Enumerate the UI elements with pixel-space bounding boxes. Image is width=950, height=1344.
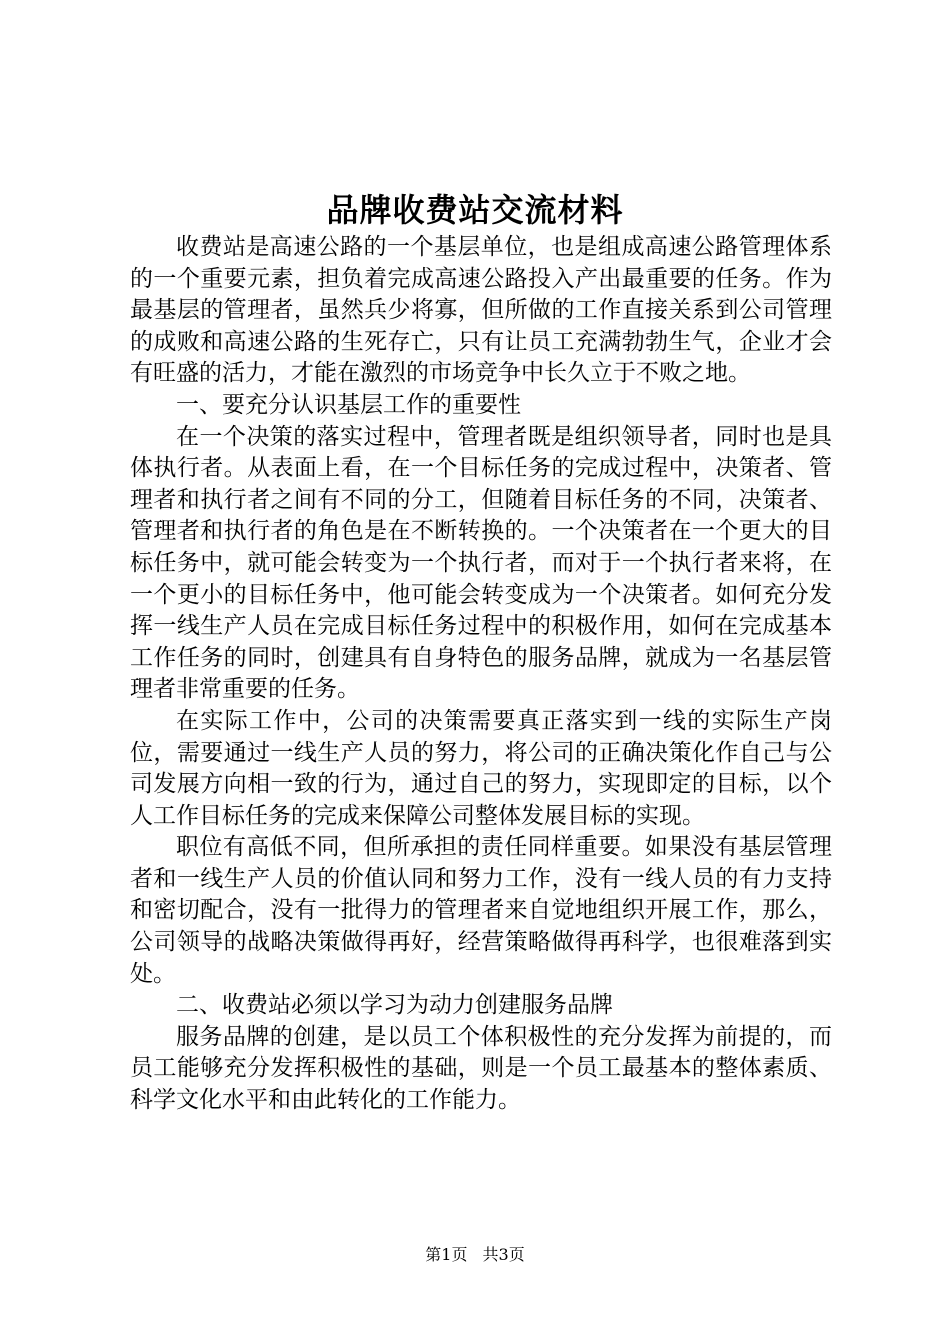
section-heading-1: 一、要充分认识基层工作的重要性 [176,391,521,418]
document-body [130,232,832,1117]
paragraph: 在一个决策的落实过程中，管理者既是组织领导者，同时也是具体执行者。从表面上看，在一个目标任务的完成过程中，决策者、管理者和执行者之间有不同的分工，但随着目标任务的不同，决策者、管理者和执行者的角色是在不断转换的。一个决策者在一个更大的目标任务中，就可能会转变为一个执行者，而对于一个执行者来将，在一个更小的目标任务中，他可能会转变成为一个决策者。如何充分发挥一线生产人员在完成目标任务过程中的积极作用，如何在完成基本工作任务的同时，创建具有自身特色的服务品牌，就成为一名基层管理者非常重要的任务。 [130,423,832,703]
paragraph-intro: 收费站是高速公路的一个基层单位，也是组成高速公路管理体系的一个重要元素，担负着完成高速公路投入产出最重要的任务。作为最基层的管理者，虽然兵少将寡，但所做的工作直接关系到公司管理的成败和高速公路的生死存亡，只有让员工充满勃勃生气，企业才会有旺盛的活力，才能在激烈的市场竞争中长久立于不败之地。 [130,234,832,387]
page-number: 第1页 [425,1245,468,1264]
page-total: 共3页 [482,1245,525,1264]
paragraph: 服务品牌的创建，是以员工个体积极性的充分发挥为前提的，而员工能够充分发挥积极性的基础，则是一个员工最基本的整体素质、科学文化水平和由此转化的工作能力。 [130,1023,832,1114]
paragraph: 职位有高低不同，但所承担的责任同样重要。如果没有基层管理者和一线生产人员的价值认同和努力工作，没有一线人员的有力支持和密切配合，没有一批得力的管理者来自觉地组织开展工作，那么，公司领导的战略决策做得再好，经营策略做得再科学，也很难落到实处。 [130,834,832,987]
page-footer [0,1244,950,1266]
paragraph: 在实际工作中，公司的决策需要真正落实到一线的实际生产岗位，需要通过一线生产人员的努力，将公司的正确决策化作自己与公司发展方向相一致的行为，通过自己的努力，实现即定的目标，以个人工作目标任务的完成来保障公司整体发展目标的实现。 [130,707,832,829]
section-heading-2: 二、收费站必须以学习为动力创建服务品牌 [176,992,613,1019]
document-title: 品牌收费站交流材料 [326,191,624,229]
